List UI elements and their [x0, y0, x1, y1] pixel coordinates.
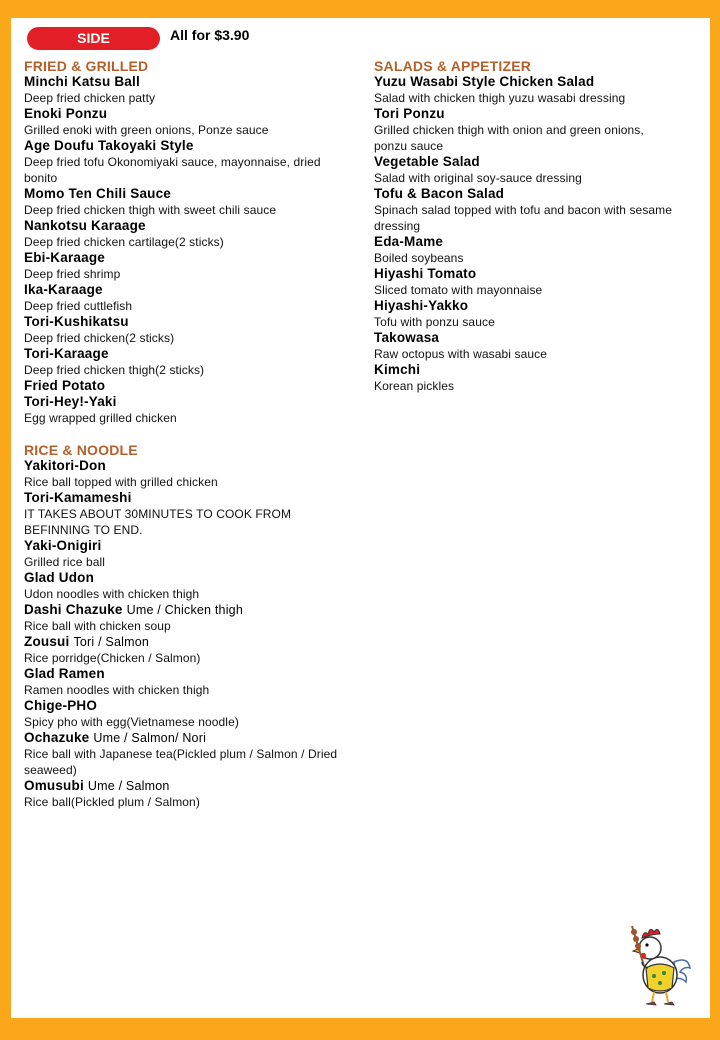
- menu-item-name: [374, 234, 674, 250]
- menu-item-name: [374, 330, 674, 346]
- menu-item-name: [24, 634, 344, 650]
- menu-item: [374, 154, 674, 186]
- menu-item-description: Rice ball topped with grilled chicken: [24, 475, 218, 489]
- menu-item: [24, 634, 344, 666]
- menu-item-description: Deep fried chicken thigh(2 sticks): [24, 363, 205, 377]
- menu-item-title: Tofu & Bacon Salad: [374, 186, 505, 201]
- section-title-rice: RICE & NOODLE: [24, 442, 138, 458]
- menu-item-description: Spicy pho with egg(Vietnamese noodle): [24, 715, 239, 729]
- menu-item-description: Tofu with ponzu sauce: [374, 315, 495, 329]
- menu-item-title: Tori Ponzu: [374, 106, 445, 121]
- menu-item: [24, 666, 344, 698]
- menu-item-description: Ramen noodles with chicken thigh: [24, 683, 210, 697]
- fried-list: [24, 74, 344, 426]
- menu-item: [24, 282, 344, 314]
- menu-item-name: [24, 346, 344, 362]
- menu-item: [24, 106, 344, 138]
- menu-item-description: Korean pickles: [374, 379, 455, 393]
- menu-item-title: Dashi Chazuke: [24, 602, 123, 617]
- menu-item-name: [24, 106, 344, 122]
- menu-item-title: Chige-PHO: [24, 698, 98, 713]
- menu-item-name: [24, 378, 344, 394]
- rooster-mascot-icon: [618, 920, 694, 1010]
- menu-item: [374, 330, 674, 362]
- menu-item: [374, 106, 674, 154]
- menu-item-name: [24, 666, 344, 682]
- menu-item-name: [24, 490, 344, 506]
- menu-item-description: Grilled rice ball: [24, 555, 106, 569]
- menu-item: [24, 394, 344, 426]
- menu-item-title: Yaki-Onigiri: [24, 538, 102, 553]
- left-column: [24, 58, 344, 810]
- menu-item-description: Salad with chicken thigh yuzu wasabi dressing: [374, 91, 626, 105]
- menu-item-name: [374, 154, 674, 170]
- menu-item-name: [24, 138, 344, 154]
- menu-item: [24, 186, 344, 218]
- salads-list: [374, 74, 674, 394]
- menu-item-name: [24, 314, 344, 330]
- menu-item: [24, 138, 344, 186]
- menu-item: [374, 266, 674, 298]
- menu-item-description: IT TAKES ABOUT 30MINUTES TO COOK FROM BEFINNING TO END.: [24, 507, 292, 537]
- menu-item-description: Deep fried chicken cartilage(2 sticks): [24, 235, 224, 249]
- menu-item-name: [24, 698, 344, 714]
- rice-list: [24, 458, 344, 810]
- menu-item-title: Ika-Karaage: [24, 282, 103, 297]
- menu-item-title: Kimchi: [374, 362, 421, 377]
- menu-item-name: [24, 458, 344, 474]
- menu-item: [374, 298, 674, 330]
- menu-item-description: Raw octopus with wasabi sauce: [374, 347, 547, 361]
- menu-item-description: Deep fried tofu Okonomiyaki sauce, mayonnaise, dried bonito: [24, 155, 321, 185]
- menu-item-name: [24, 250, 344, 266]
- menu-item: [24, 218, 344, 250]
- menu-item-title: Tori-Hey!-Yaki: [24, 394, 117, 409]
- menu-item: [24, 378, 344, 394]
- menu-item-name: [24, 570, 344, 586]
- menu-item: [24, 458, 344, 490]
- menu-item-title: Ebi-Karaage: [24, 250, 105, 265]
- menu-item: [24, 346, 344, 378]
- menu-item-name: [374, 266, 674, 282]
- menu-item-description: Boiled soybeans: [374, 251, 464, 265]
- menu-item-title: Hiyashi Tomato: [374, 266, 477, 281]
- menu-item-description: Deep fried cuttlefish: [24, 299, 133, 313]
- menu-item-description: Grilled chicken thigh with onion and green onions, ponzu sauce: [374, 123, 644, 153]
- menu-item-name: [24, 602, 344, 618]
- menu-item-title: Ochazuke: [24, 730, 90, 745]
- section-title-fried: FRIED & GRILLED: [24, 58, 149, 74]
- menu-item-name: [374, 362, 674, 378]
- menu-item-description: Salad with original soy-sauce dressing: [374, 171, 582, 185]
- menu-item-description: Egg wrapped grilled chicken: [24, 411, 177, 425]
- menu-item-description: Deep fried chicken(2 sticks): [24, 331, 175, 345]
- menu-item-description: Spinach salad topped with tofu and bacon with sesame dressing: [374, 203, 673, 233]
- menu-item-title: Tori-Kamameshi: [24, 490, 132, 505]
- menu-item-description: Udon noodles with chicken thigh: [24, 587, 200, 601]
- menu-item-title: Takowasa: [374, 330, 440, 345]
- side-badge: SIDE: [27, 27, 160, 50]
- menu-item-options: Ume / Chicken thigh: [126, 603, 243, 617]
- menu-item-description: Deep fried chicken thigh with sweet chili sauce: [24, 203, 277, 217]
- menu-item-description: Rice ball with Japanese tea(Pickled plum / Salmon / Dried seaweed): [24, 747, 338, 777]
- menu-item-title: Yuzu Wasabi Style Chicken Salad: [374, 74, 595, 89]
- menu-item: [24, 74, 344, 106]
- menu-item-title: Minchi Katsu Ball: [24, 74, 140, 89]
- menu-item-title: Momo Ten Chili Sauce: [24, 186, 172, 201]
- menu-item: [374, 74, 674, 106]
- menu-item-options: Ume / Salmon/ Nori: [93, 731, 207, 745]
- menu-item-description: Rice porridge(Chicken / Salmon): [24, 651, 201, 665]
- menu-item-title: Yakitori-Don: [24, 458, 106, 473]
- menu-item-name: [24, 394, 344, 410]
- menu-item: [24, 250, 344, 282]
- menu-item-title: Zousui: [24, 634, 70, 649]
- menu-item-name: [24, 730, 344, 746]
- menu-item-name: [24, 282, 344, 298]
- menu-item-name: [24, 538, 344, 554]
- menu-item-title: Tori-Kushikatsu: [24, 314, 129, 329]
- menu-item: [374, 234, 674, 266]
- menu-item: [24, 602, 344, 634]
- menu-item: [24, 538, 344, 570]
- menu-item-name: [374, 186, 674, 202]
- menu-item: [24, 698, 344, 730]
- menu-item-name: [24, 186, 344, 202]
- price-text: All for $3.90: [170, 27, 250, 43]
- menu-item: [374, 186, 674, 234]
- menu-item-title: Tori-Karaage: [24, 346, 109, 361]
- menu-item-title: Enoki Ponzu: [24, 106, 108, 121]
- menu-item-description: Grilled enoki with green onions, Ponze sauce: [24, 123, 269, 137]
- menu-item-options: Tori / Salmon: [73, 635, 149, 649]
- right-column: [374, 58, 674, 394]
- menu-item: [24, 730, 344, 778]
- menu-item-title: Fried Potato: [24, 378, 106, 393]
- menu-item-title: Hiyashi-Yakko: [374, 298, 469, 313]
- menu-item-title: Omusubi: [24, 778, 84, 793]
- menu-item-description: Rice ball with chicken soup: [24, 619, 171, 633]
- menu-item-description: Deep fried chicken patty: [24, 91, 156, 105]
- menu-item: [24, 570, 344, 602]
- menu-item-options: Ume / Salmon: [87, 779, 170, 793]
- menu-item-name: [374, 106, 674, 122]
- menu-item-name: [374, 74, 674, 90]
- menu-item-description: Sliced tomato with mayonnaise: [374, 283, 543, 297]
- menu-item-name: [24, 218, 344, 234]
- menu-item-name: [24, 74, 344, 90]
- menu-item-title: Age Doufu Takoyaki Style: [24, 138, 194, 153]
- section-title-salads: SALADS & APPETIZER: [374, 58, 532, 74]
- menu-item-title: Vegetable Salad: [374, 154, 480, 169]
- menu-item: [24, 778, 344, 810]
- menu-item: [24, 314, 344, 346]
- menu-item-description: Rice ball(Pickled plum / Salmon): [24, 795, 200, 809]
- menu-item: [24, 490, 344, 538]
- menu-item: [374, 362, 674, 394]
- menu-item-name: [374, 298, 674, 314]
- menu-item-title: Nankotsu Karaage: [24, 218, 146, 233]
- menu-item-name: [24, 778, 344, 794]
- menu-item-title: Glad Udon: [24, 570, 95, 585]
- menu-item-title: Eda-Mame: [374, 234, 444, 249]
- menu-item-description: Deep fried shrimp: [24, 267, 121, 281]
- menu-item-title: Glad Ramen: [24, 666, 105, 681]
